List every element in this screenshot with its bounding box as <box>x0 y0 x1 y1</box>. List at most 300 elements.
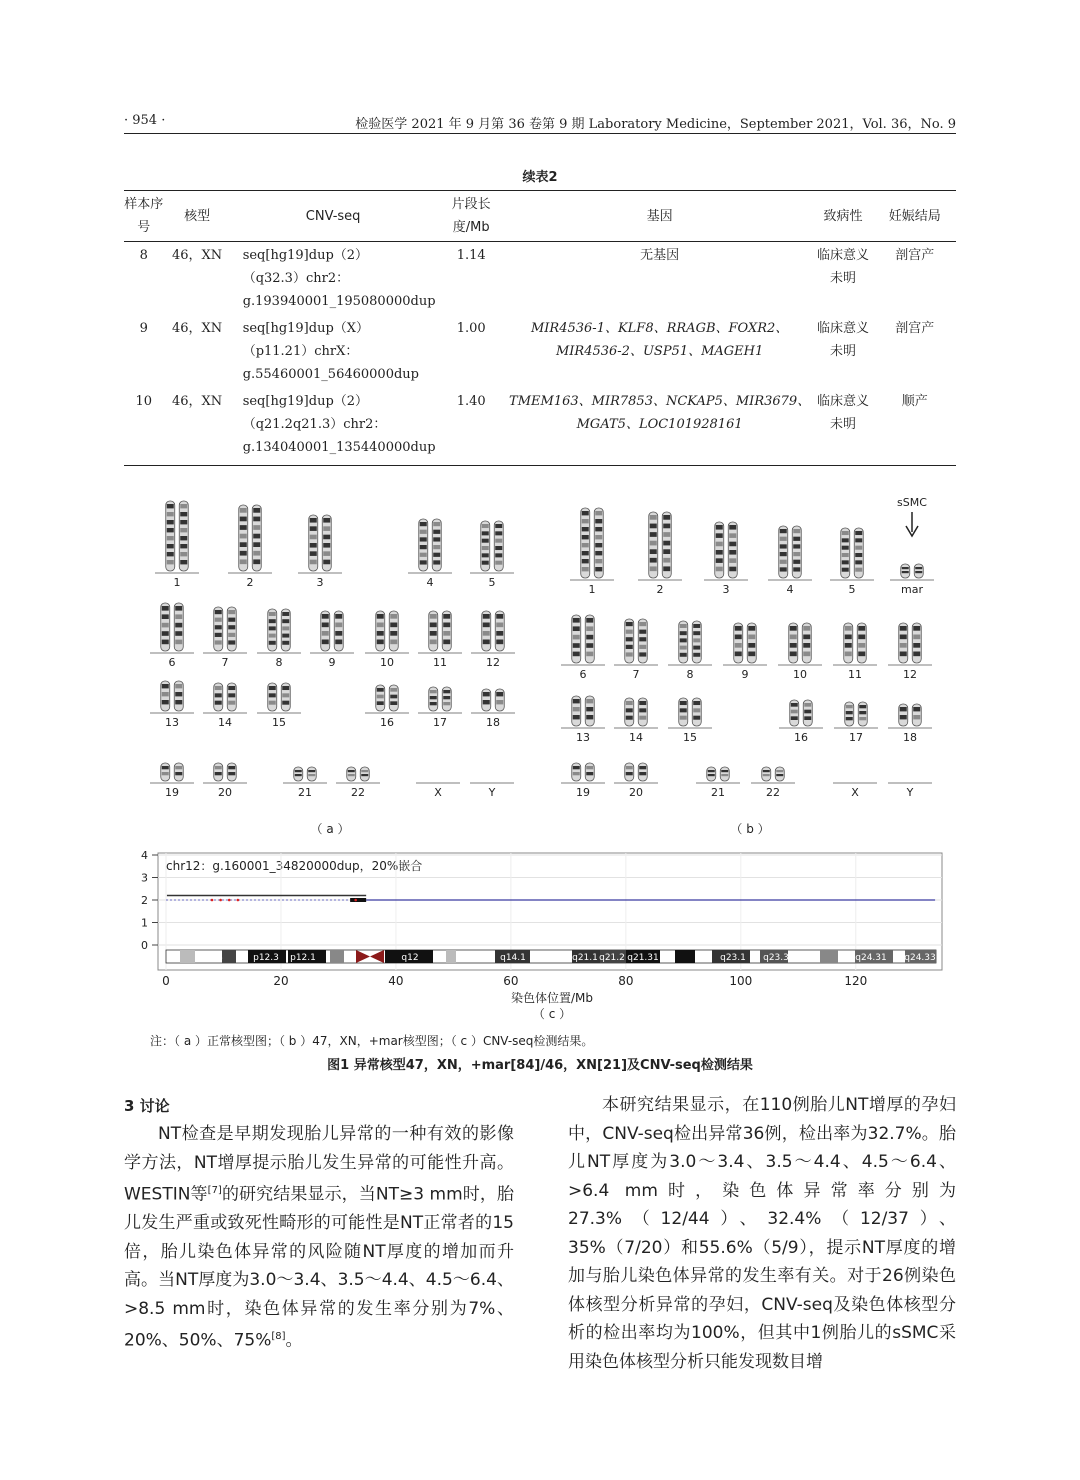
ssmc-label: sSMC <box>897 496 927 509</box>
chromosome-band <box>639 766 646 769</box>
chromosome-band <box>913 643 920 648</box>
chromosome-band <box>913 652 920 657</box>
chromosome-band <box>228 625 235 629</box>
chromosome-band <box>586 626 593 631</box>
chromosome-band <box>858 635 865 640</box>
chromosome-band <box>791 716 798 720</box>
chromosome-band <box>900 643 907 648</box>
chromosome-band <box>162 606 169 611</box>
chromosome-label: 8 <box>686 668 694 681</box>
chromosome-band <box>595 567 602 571</box>
chromosome-band <box>900 635 907 640</box>
chromosome-band <box>748 652 755 657</box>
chromosome-band <box>167 512 174 516</box>
chromosome-label: Y <box>488 786 496 799</box>
chromosome-band <box>721 774 728 776</box>
chromosome-band <box>215 640 222 644</box>
chromosome-pair <box>841 528 864 578</box>
chromosome-band <box>586 699 593 703</box>
chromosome-band <box>859 711 866 714</box>
chromosome-band <box>680 646 687 650</box>
chromosome-label: mar <box>901 583 923 596</box>
chromosome-band <box>780 560 787 564</box>
chromosome-band <box>582 535 589 539</box>
ideogram-band <box>446 950 456 963</box>
chromosome-band <box>790 635 797 640</box>
chromosome-pair <box>161 763 184 781</box>
chromosome-band <box>626 622 633 626</box>
chromosome-band <box>793 529 800 533</box>
chromosome-band <box>729 542 736 547</box>
x-tick-label: 20 <box>273 974 289 988</box>
chromosome-label: 14 <box>218 716 232 729</box>
chromosome-pair <box>268 609 291 651</box>
chromosome-band <box>859 705 866 708</box>
chromosome-band <box>240 517 247 522</box>
chromosome-label: 7 <box>221 656 229 669</box>
chromosome-band <box>900 715 907 719</box>
chromosome-pair <box>901 564 924 578</box>
chromosome-label: 10 <box>380 656 394 669</box>
chromosome-pair <box>347 767 370 781</box>
chromosome-band <box>240 534 247 539</box>
chromosome-label: X <box>851 786 859 799</box>
chromosome-band <box>390 614 397 619</box>
band-label: p12.3 <box>253 953 279 963</box>
chromosome-band <box>842 553 849 557</box>
chromosome-band <box>348 774 355 776</box>
chromosome-band <box>729 558 736 563</box>
chromosome-pair <box>790 700 813 726</box>
data-point <box>228 899 231 902</box>
chromosome-band <box>582 543 589 547</box>
chromosome-band <box>855 546 862 550</box>
chromosome-band <box>483 640 490 645</box>
chromosome-band <box>842 531 849 535</box>
chromosome-label: 20 <box>629 786 643 799</box>
chromosome-pair <box>482 689 505 711</box>
chromosome-band <box>729 533 736 538</box>
chromosome-band <box>390 688 397 692</box>
chromosome-band <box>175 692 182 696</box>
chromosome-label: 2 <box>656 583 664 596</box>
chromosome-band <box>433 537 440 541</box>
chromosome-band <box>308 770 315 772</box>
cell-id: 8 <box>139 248 148 263</box>
chromosome-band <box>420 560 427 564</box>
chromosome-pair <box>679 621 702 663</box>
chromosome-label: 11 <box>433 656 447 669</box>
chromosome-band <box>748 643 755 648</box>
chromosome-band <box>482 539 489 543</box>
chromosome-band <box>167 560 174 564</box>
chromosome-band <box>282 693 289 697</box>
chromosome-band <box>215 772 222 775</box>
chromosome-band <box>483 700 490 704</box>
chromosome-band <box>496 614 503 619</box>
chromosome-band <box>586 766 593 769</box>
chromosome-band <box>377 623 384 628</box>
chromosome-band <box>420 530 427 534</box>
chromosome-band <box>846 711 853 714</box>
chromosome-pair <box>572 615 595 663</box>
chromosome-band <box>846 705 853 708</box>
chromosome-band <box>915 567 922 569</box>
chromosome-band <box>390 701 397 705</box>
chromosome-band <box>310 560 317 565</box>
cnv-annotation: chr12：g.160001_34820000dup，20%嵌合 <box>166 859 423 873</box>
chromosome-pair <box>429 687 452 711</box>
chromosome-band <box>167 504 174 508</box>
cell-karyotype: 46，XN <box>172 248 223 263</box>
chromosome-band <box>846 717 853 720</box>
th-genes: 基因 <box>507 191 813 242</box>
chromosome-label: 11 <box>848 668 862 681</box>
chromosome-band <box>282 686 289 690</box>
chromosome-pair <box>649 512 672 578</box>
chromosome-band <box>377 631 384 636</box>
chromosome-band <box>269 634 276 638</box>
chromosome-band <box>162 614 169 619</box>
chromosome-band <box>582 567 589 571</box>
chromosome-band <box>780 529 787 533</box>
chromosome-band <box>433 530 440 534</box>
chromosome-band <box>390 631 397 636</box>
chromosome-band <box>180 560 187 564</box>
chromosome-band <box>573 707 580 711</box>
chromosome-band <box>790 626 797 631</box>
chromosome-band <box>430 690 437 693</box>
chromosome-band <box>582 551 589 555</box>
chromosome-band <box>323 535 330 540</box>
chromosome-band <box>167 520 174 524</box>
ideogram-band <box>675 950 695 963</box>
chromosome-band <box>361 774 368 776</box>
y-tick-label: 1 <box>141 916 148 930</box>
chromosome-pair <box>762 767 785 781</box>
band-label: q21.2 <box>599 953 625 963</box>
chromosome-band <box>180 512 187 516</box>
chromosome-band <box>310 535 317 540</box>
chromosome-band <box>269 686 276 690</box>
band-label: q23.1 <box>720 953 746 963</box>
chromosome-band <box>573 643 580 648</box>
table-row <box>124 388 956 466</box>
chromosome-band <box>215 610 222 614</box>
band-label: q14.1 <box>500 953 526 963</box>
chromosome-pair <box>309 515 332 571</box>
chromosome-band <box>626 637 633 641</box>
chromosome-band <box>842 546 849 550</box>
chromosome-band <box>721 770 728 772</box>
figure-note: 注：（ a ）正常核型图；（ b ）47，XN，+mar核型图；（ c ）CNV-seq检测结果。 <box>150 1034 594 1048</box>
chromosome-band <box>310 518 317 523</box>
chromosome-band <box>626 652 633 656</box>
chromosome-band <box>842 538 849 542</box>
chromosome-band <box>269 619 276 623</box>
cell-karyotype: 46，XN <box>164 388 231 466</box>
chromosome-label: 13 <box>165 716 179 729</box>
chromosome-label: 20 <box>218 786 232 799</box>
data-point <box>354 899 357 902</box>
cell-pathogenicity: 临床意义未明 <box>816 248 869 286</box>
page-number: · 954 · <box>124 113 166 128</box>
chromosome-band <box>858 626 865 631</box>
chromosome-band <box>420 522 427 526</box>
table-row <box>124 242 956 316</box>
chromosome-band <box>793 544 800 548</box>
chromosome-band <box>240 525 247 530</box>
chromosome-band <box>790 652 797 657</box>
chromosome-band <box>269 641 276 645</box>
chromosome-band <box>776 774 783 776</box>
chromosome-band <box>595 543 602 547</box>
breakpoint-mark <box>350 898 366 902</box>
chromosome-label: 6 <box>579 668 587 681</box>
chromosome-band <box>228 766 235 769</box>
chromosome-band <box>253 508 260 513</box>
chromosome-band <box>253 542 260 547</box>
chromosome-pair <box>779 526 802 578</box>
chromosome-band <box>595 511 602 515</box>
chromosome-band <box>803 635 810 640</box>
chromosome-band <box>595 535 602 539</box>
chromosome-band <box>282 612 289 616</box>
chromosome-band <box>175 772 182 775</box>
cell-length: 1.00 <box>456 321 486 336</box>
cell-genes: MIR4536-1、KLF8、RRAGB、FOXR2、 MIR4536-2、USP51、MAGEH1 <box>530 321 789 359</box>
chromosome-band <box>858 652 865 657</box>
chromosome-pair <box>789 623 812 663</box>
table-caption: 续表2 <box>522 170 558 185</box>
chromosome-label: 19 <box>165 786 179 799</box>
chromosome-band <box>335 640 342 645</box>
chromosome-band <box>639 637 646 641</box>
chromosome-pair <box>572 763 595 781</box>
y-tick-label: 2 <box>141 894 148 907</box>
chromosome-band <box>586 772 593 775</box>
chromosome-band <box>573 635 580 640</box>
chromosome-band <box>335 623 342 628</box>
chromosome-band <box>793 560 800 564</box>
chromosome-band <box>496 623 503 628</box>
chromosome-band <box>915 571 922 573</box>
chromosome-band <box>295 770 302 772</box>
chromosome-band <box>748 626 755 631</box>
chromosome-band <box>845 635 852 640</box>
chromosome-band <box>729 525 736 530</box>
chromosome-band <box>735 652 742 657</box>
chromosome-band <box>240 551 247 556</box>
chromosome-band <box>793 552 800 556</box>
chromosome-band <box>430 640 437 645</box>
chromosome-band <box>323 518 330 523</box>
chromosome-band <box>162 766 169 769</box>
chromosome-band <box>626 630 633 634</box>
journal-header: 检验医学 2021 年 9 月第 36 卷第 9 期 Laboratory Medicine，September 2021，Vol. 36，No. 9 <box>355 117 956 132</box>
cell-cnv: seq[hg19]dup（2） （q21.2q21.3）chr2： g.134040001_135440000dup <box>231 388 436 466</box>
chromosome-band <box>390 640 397 645</box>
chromosome-band <box>902 567 909 569</box>
chromosome-band <box>269 626 276 630</box>
chromosome-band <box>162 772 169 775</box>
karyotype-figure <box>0 470 1080 845</box>
chromosome-band <box>228 618 235 622</box>
chromosome-band <box>595 519 602 523</box>
chromosome-band <box>482 531 489 535</box>
chromosome-band <box>443 690 450 693</box>
chromosome-band <box>650 524 657 529</box>
chromosome-pair <box>161 681 184 711</box>
chromosome-pair <box>429 611 452 651</box>
chromosome-band <box>322 631 329 636</box>
chromosome-band <box>855 538 862 542</box>
chromosome-band <box>693 708 700 712</box>
chromosome-band <box>663 524 670 529</box>
chromosome-band <box>804 710 811 714</box>
chromosome-band <box>282 701 289 705</box>
cell-length: 1.40 <box>436 388 507 466</box>
chromosome-label: X <box>434 786 442 799</box>
chromosome-band <box>763 770 770 772</box>
chromosome-band <box>443 614 450 619</box>
chromosome-band <box>228 686 235 690</box>
chromosome-band <box>215 701 222 705</box>
chromosome-band <box>228 772 235 775</box>
chromosome-band <box>483 631 490 636</box>
chromosome-band <box>763 774 770 776</box>
data-point <box>219 899 222 902</box>
chromosome-band <box>639 622 646 626</box>
chromosome-band <box>855 531 862 535</box>
chromosome-band <box>693 624 700 628</box>
chromosome-band <box>573 652 580 657</box>
chromosome-band <box>845 643 852 648</box>
chromosome-band <box>790 643 797 648</box>
chromosome-band <box>735 626 742 631</box>
chromosome-pair <box>214 683 237 711</box>
chromosome-band <box>483 623 490 628</box>
ideogram-band <box>222 950 236 963</box>
chromosome-band <box>323 543 330 548</box>
chromosome-pair <box>625 698 648 726</box>
chromosome-band <box>175 700 182 704</box>
chromosome-band <box>680 716 687 720</box>
chromosome-band <box>323 560 330 565</box>
chromosome-band <box>323 526 330 531</box>
chromosome-pair <box>161 603 184 651</box>
chromosome-band <box>804 716 811 720</box>
chromosome-band <box>586 652 593 657</box>
cell-outcome: 剖宫产 <box>895 248 935 263</box>
y-tick-label: 3 <box>141 871 148 885</box>
chromosome-band <box>804 703 811 707</box>
chromosome-band <box>573 699 580 703</box>
chromosome-band <box>582 559 589 563</box>
chromosome-band <box>482 546 489 550</box>
chromosome-band <box>716 567 723 572</box>
chromosome-band <box>433 522 440 526</box>
th-length: 片段长度/Mb <box>436 191 507 242</box>
chromosome-band <box>430 623 437 628</box>
chromosome-label: 4 <box>786 583 794 596</box>
chromosome-band <box>693 653 700 657</box>
chromosome-band <box>482 553 489 557</box>
chromosome-pair <box>166 501 189 571</box>
chromosome-band <box>433 545 440 549</box>
chromosome-band <box>586 635 593 640</box>
chromosome-pair <box>845 702 868 726</box>
chromosome-band <box>842 560 849 564</box>
chromosome-band <box>496 640 503 645</box>
chromosome-band <box>855 553 862 557</box>
th-cnv: CNV-seq <box>231 191 436 242</box>
band-label: p12.1 <box>290 953 316 963</box>
y-tick-label: 0 <box>141 939 148 952</box>
chromosome-band <box>900 707 907 711</box>
chromosome-band <box>175 766 182 769</box>
chromosome-band <box>308 774 315 776</box>
chromosome-label: 21 <box>711 786 725 799</box>
chromosome-band <box>716 533 723 538</box>
chromosome-band <box>240 508 247 513</box>
chromosome-label: 22 <box>766 786 780 799</box>
chromosome-band <box>663 558 670 563</box>
chromosome-band <box>390 695 397 699</box>
chromosome-band <box>433 553 440 557</box>
chromosome-band <box>180 528 187 532</box>
chromosome-band <box>680 708 687 712</box>
discussion-left-column: NT检查是早期发现胎儿异常的一种有效的影像学方法，NT增厚提示胎儿发生异常的可能性升高。WESTIN等[7]的研究结果显示，当NT≥3 mm时，胎儿发生严重或致死性畸形的可能性是NT正常者的15倍，胎儿染色体异常的风险随NT厚度的增加而升高。当NT厚度为3.0～3.4、3.5～4.4、4.5～6.4、>8.5 mm时，染色体异常的发生率分别为7%、20%、50%、75%[8]。 <box>124 1124 514 1351</box>
chromosome-label: 12 <box>903 668 917 681</box>
cell-id: 9 <box>139 321 148 336</box>
chromosome-band <box>443 640 450 645</box>
chromosome-label: 17 <box>433 716 447 729</box>
chromosome-band <box>495 561 502 565</box>
chromosome-band <box>791 703 798 707</box>
chromosome-band <box>496 631 503 636</box>
chromosome-band <box>282 626 289 630</box>
chromosome-band <box>215 618 222 622</box>
chromosome-band <box>228 693 235 697</box>
chromosome-band <box>253 559 260 564</box>
chromosome-band <box>900 652 907 657</box>
chromosome-band <box>495 539 502 543</box>
chromosome-band <box>215 633 222 637</box>
chromosome-band <box>335 631 342 636</box>
chromosome-pair <box>625 619 648 663</box>
band-label: p13.3 <box>197 953 223 963</box>
chromosome-band <box>735 635 742 640</box>
band-label: q21.31 <box>627 953 659 963</box>
chromosome-band <box>913 715 920 719</box>
chromosome-band <box>361 770 368 772</box>
chromosome-band <box>780 567 787 571</box>
chromosome-band <box>167 536 174 540</box>
chromosome-band <box>595 551 602 555</box>
x-tick-label: 40 <box>388 974 404 988</box>
chromosome-band <box>483 614 490 619</box>
band-label: q12 <box>401 953 419 963</box>
x-tick-label: 60 <box>503 974 519 988</box>
chromosome-band <box>253 534 260 539</box>
chromosome-pair <box>376 611 399 651</box>
chromosome-band <box>335 614 342 619</box>
x-axis-label: 染色体位置/Mb <box>510 991 594 1005</box>
chromosome-band <box>791 710 798 714</box>
chromosome-pair <box>214 607 237 651</box>
chromosome-pair <box>581 508 604 578</box>
